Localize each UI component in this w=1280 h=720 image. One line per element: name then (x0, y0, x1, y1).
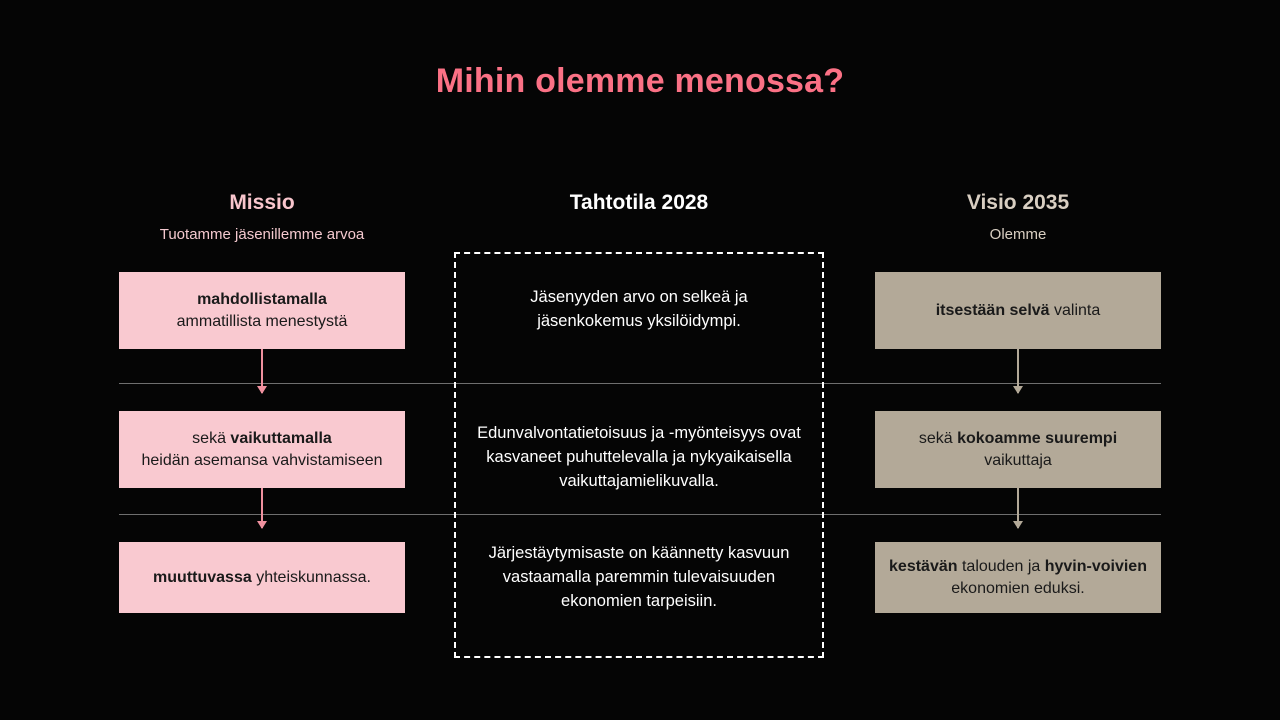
column-header-missio (92, 190, 432, 245)
missio-box-1-text: ammatillista menestystä (176, 312, 348, 330)
arrow-missio-1 (261, 349, 263, 393)
visio-box-2-text: vaikuttaja (984, 451, 1052, 469)
arrow-visio-1 (1017, 349, 1019, 393)
missio-box-2-bold: vaikuttamalla (230, 429, 332, 447)
tahtotila-box-1 (462, 270, 816, 350)
arrow-head-icon (257, 386, 267, 394)
visio-box-1-bold: itsestään selvä (935, 301, 1050, 319)
column-title-visio: Visio 2035 (966, 191, 1070, 214)
page-title: Mihin olemme menossa? (435, 62, 845, 100)
missio-box-2-lead: sekä (192, 429, 231, 447)
visio-box-3-bold: kestävän (889, 557, 958, 575)
column-subtitle-missio: Tuotamme jäsenillemme arvoa (159, 226, 365, 244)
tahtotila-box-3-text: Järjestäytymisaste on käännetty kasvuun vastaamalla paremmin tulevaisuuden ekonomien tarpeisiin. (488, 544, 790, 610)
visio-box-3 (875, 542, 1161, 613)
column-title-missio: Missio (229, 191, 295, 214)
arrow-head-icon (1013, 386, 1023, 394)
visio-box-2-bold: kokoamme suurempi (957, 429, 1118, 447)
tahtotila-box-3 (462, 523, 816, 633)
visio-box-2 (875, 411, 1161, 488)
arrow-missio-2 (261, 488, 263, 528)
visio-box-1 (875, 272, 1161, 349)
visio-box-2-lead: sekä (918, 429, 958, 447)
tahtotila-box-2-text: Edunvalvontatietoisuus ja -myönteisyys ovat kasvaneet puhuttelevalla ja nykyaikaisella vaikuttajamielikuvalla. (477, 424, 801, 490)
column-header-visio (848, 190, 1188, 245)
arrow-head-icon (1013, 521, 1023, 529)
tahtotila-box-2 (462, 408, 816, 508)
missio-box-1 (119, 272, 405, 349)
arrow-head-icon (257, 521, 267, 529)
tahtotila-box-1-text: Jäsenyyden arvo on selkeä ja jäsenkokemus yksilöidympi. (530, 288, 748, 330)
visio-box-3-text: ekonomien eduksi. (951, 579, 1085, 597)
missio-box-3-bold: muuttuvassa (153, 568, 252, 586)
visio-box-3-mid: talouden ja (957, 557, 1045, 575)
missio-box-2 (119, 411, 405, 488)
missio-box-1-bold: mahdollistamalla (197, 290, 327, 308)
visio-box-1-text: valinta (1049, 301, 1101, 319)
missio-box-3-text: yhteiskunnassa. (251, 568, 371, 586)
arrow-visio-2 (1017, 488, 1019, 528)
visio-box-3-bold-2: hyvin-voivien (1044, 557, 1147, 575)
missio-box-2-text: heidän asemansa vahvistamiseen (141, 451, 383, 469)
missio-box-3 (119, 542, 405, 613)
column-header-tahtotila (469, 190, 809, 215)
column-subtitle-visio: Olemme (989, 226, 1047, 244)
column-title-tahtotila: Tahtotila 2028 (569, 191, 709, 214)
